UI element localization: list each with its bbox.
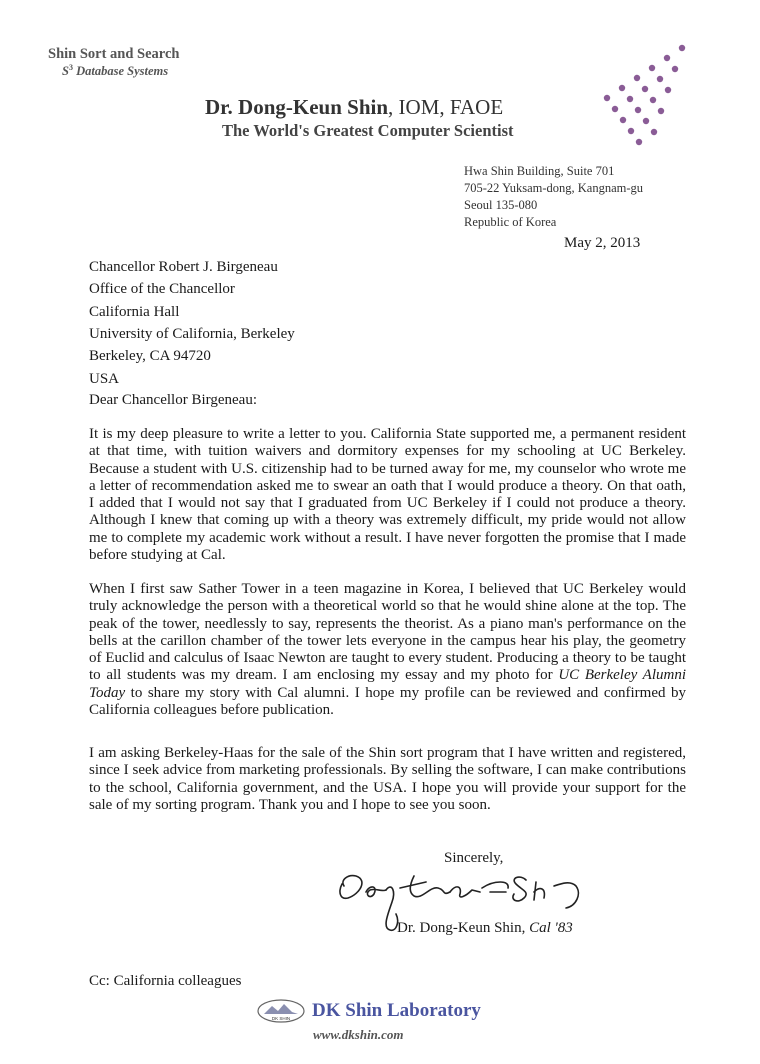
- letter-date: May 2, 2013: [564, 235, 641, 251]
- logo-dot: [627, 96, 633, 102]
- company-subtitle: [62, 63, 168, 79]
- logo-dot: [628, 128, 634, 134]
- body-paragraph-2: [89, 581, 686, 719]
- author-name: Dr. Dong-Keun Shin: [205, 95, 389, 119]
- sender-address-line: Hwa Shin Building, Suite 701: [464, 164, 615, 178]
- body-paragraph-3: I am asking Berkeley-Haas for the sale of the Shin sort program that I have written and registered, since I seek advice from marketing professionals. By selling the software, I can make contributions to the school, California government, and the USA. I hope you will provide your support for the sale of my sorting program. Thank you and I hope to see you soon.: [89, 745, 686, 813]
- closing: Sincerely,: [444, 850, 504, 866]
- author-credentials: , IOM, FAOE: [388, 95, 504, 119]
- company-sub-text: Database Systems: [76, 64, 169, 78]
- company-sub-sup: 3: [68, 63, 73, 72]
- body-paragraph-1: It is my deep pleasure to write a letter to you. California State supported me, a permanent resident at that time, with tuition waivers and dormitory expenses for my schooling at UC Berkeley. Because a student with U.S. citizenship had to be turned away for me, my counselor who wrote me a letter of recommendation asked me to swear an oath that I would produce a theory. On that oath, I added that I would not say that I graduated from UC Berkeley if I could not produce a theory. Although I knew that coming up with a theory was extremely difficult, my pride would not allow me to complete my academic work without a result. I have never forgotten the promise that I made before studying at Cal.: [89, 426, 686, 564]
- sender-address-line: 705-22 Yuksam-dong, Kangnam-gu: [464, 181, 644, 195]
- logo-dot: [651, 129, 657, 135]
- mountain-logo-icon: [256, 998, 306, 1024]
- purple-dot-triangle-logo-icon: [584, 40, 696, 146]
- p2-publication-title: UC Berkeley Alumni Today: [89, 667, 687, 701]
- logo-dot: [672, 66, 678, 72]
- recipient-line: Berkeley, CA 94720: [89, 348, 211, 364]
- recipient-line: Chancellor Robert J. Birgeneau: [89, 259, 278, 275]
- cc-line: Cc: California colleagues: [89, 973, 242, 989]
- p2-text-b: to share my story with Cal alumni. I hope my profile can be reviewed and confirmed by California colleagues before publication.: [89, 684, 686, 719]
- logo-dot: [650, 97, 656, 103]
- logo-dot: [664, 55, 670, 61]
- signer-class: Cal '83: [529, 920, 573, 936]
- logo-dot: [635, 107, 641, 113]
- p2-text-a: When I first saw Sather Tower in a teen magazine in Korea, I believed that UC Berkeley would truly acknowledge the person with a theoretical world so that he would shine alone at the top. The peak of the tower, needlessly to say, represents the theorist. As a piano man's performance on the bells at the carillon chamber of the tower lets everyone in the campus hear his play, the geometry of Euclid and calculus of Isaac Newton are taught to every student. Producing a theory to be taught to all students was my dream. I am enclosing my essay and my photo for: [89, 581, 686, 684]
- recipient-line: Office of the Chancellor: [89, 281, 235, 297]
- lab-name: DK Shin Laboratory: [312, 1000, 481, 1021]
- logo-dot: [679, 45, 685, 51]
- logo-dot: [612, 106, 618, 112]
- author-tagline: The World's Greatest Computer Scientist: [222, 121, 514, 140]
- recipient-line: California Hall: [89, 304, 180, 320]
- logo-dot: [636, 139, 642, 145]
- lab-logo-text: DK SHIN: [271, 1016, 291, 1021]
- logo-dot: [657, 76, 663, 82]
- logo-dot: [649, 65, 655, 71]
- author-heading: [205, 95, 503, 120]
- logo-dot: [642, 86, 648, 92]
- company-sub-prefix: S: [62, 64, 69, 78]
- sender-address-line: Republic of Korea: [464, 215, 557, 229]
- signer-block: [397, 920, 573, 937]
- logo-dot: [604, 95, 610, 101]
- logo-dot: [620, 117, 626, 123]
- logo-dot: [619, 85, 625, 91]
- lab-url[interactable]: www.dkshin.com: [313, 1027, 404, 1042]
- recipient-line: USA: [89, 371, 120, 387]
- logo-dot: [634, 75, 640, 81]
- logo-dot: [643, 118, 649, 124]
- company-name: Shin Sort and Search: [48, 46, 180, 62]
- recipient-line: University of California, Berkeley: [89, 326, 295, 342]
- signer-name: Dr. Dong-Keun Shin,: [397, 920, 530, 936]
- sender-address-line: Seoul 135-080: [464, 198, 538, 212]
- logo-dot: [665, 87, 671, 93]
- salutation: Dear Chancellor Birgeneau:: [89, 392, 257, 408]
- logo-dot: [658, 108, 664, 114]
